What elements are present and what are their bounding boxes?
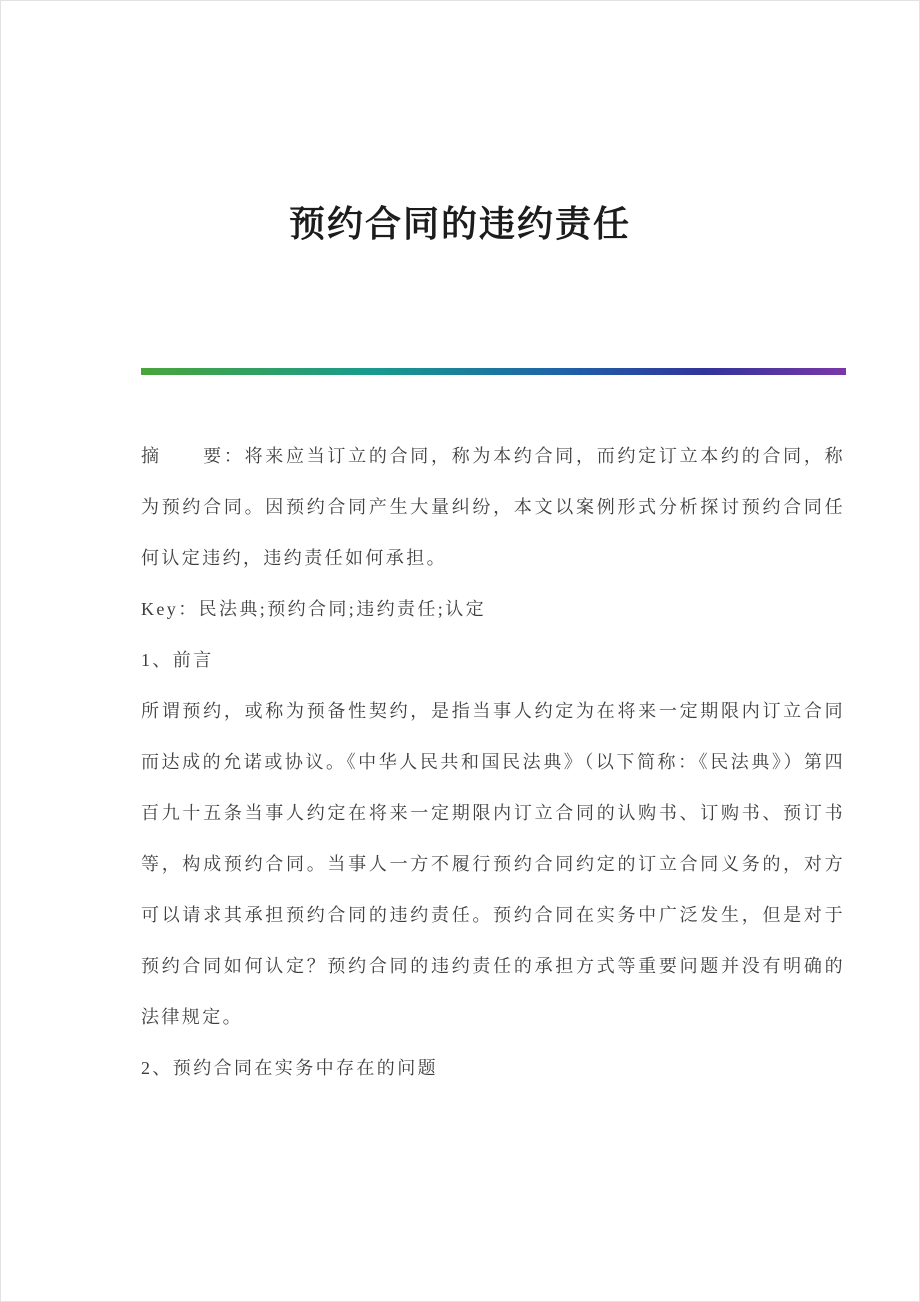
document-body: [141, 431, 845, 1094]
heading-section-2: 2、预约合同在实务中存在的问题: [141, 1058, 438, 1079]
heading-section-1: 1、前言: [141, 650, 214, 671]
paragraph-introduction: 所谓预约，或称为预备性契约，是指当事人约定为在将来一定期限内订立合同而达成的允诺或协议。《中华人民共和国民法典》（以下简称：《民法典》）第四百九十五条当事人约定在将来一定期限内订立合同的认购书、订购书、预订书等，构成预约合同。当事人一方不履行预约合同约定的订立合同义务的，对方可以请求其承担预约合同的违约责任。预约合同在实务中广泛发生，但是对于预约合同如何认定？预约合同的违约责任的承担方式等重要问题并没有明确的法律规定。: [141, 701, 845, 1028]
paragraph-keywords: Key：民法典;预约合同;违约责任;认定: [141, 599, 486, 620]
paragraph-abstract: 摘 要：将来应当订立的合同，称为本约合同，而约定订立本约的合同，称为预约合同。因预约合同产生大量纠纷，本文以案例形式分析探讨预约合同任何认定违约，违约责任如何承担。: [141, 446, 845, 569]
document-title: 预约合同的违约责任: [288, 204, 631, 244]
gradient-divider: [141, 368, 846, 375]
